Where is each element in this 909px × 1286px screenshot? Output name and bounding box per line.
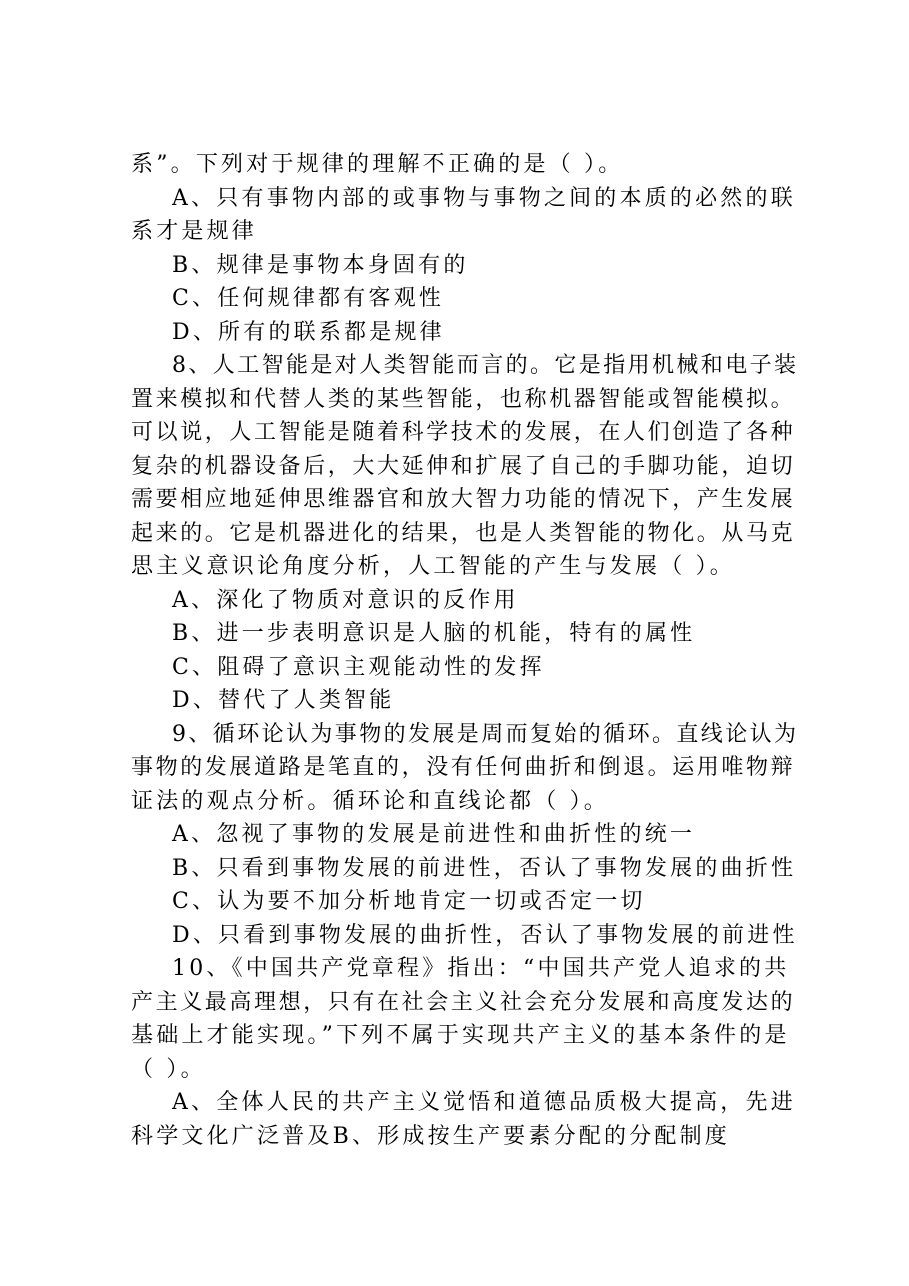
option-c: C、阻碍了意识主观能动性的发挥 bbox=[172, 654, 545, 680]
option-d: D、替代了人类智能 bbox=[172, 688, 395, 713]
text-line: 系才是规律 bbox=[131, 219, 258, 244]
option-c: C、任何规律都有客观性 bbox=[172, 286, 445, 311]
option-b: B、进一步表明意识是人脑的机能，特有的属性 bbox=[172, 621, 696, 646]
option-a: A、忽视了事物的发展是前进性和曲折性的统一 bbox=[172, 822, 696, 847]
text-line: （ ）。 bbox=[131, 1056, 206, 1082]
question-10: 10、《中国共产党章程》指出：“中国共产党人追求的共 bbox=[172, 956, 790, 981]
text-line: 系”。下列对于规律的理解不正确的是（ ）。 bbox=[131, 152, 624, 177]
option-d: D、所有的联系都是规律 bbox=[172, 319, 445, 345]
question-8: 8、人工智能是对人类智能而言的。它是指用机械和电子装 bbox=[172, 353, 799, 378]
text-line: 证法的观点分析。循环论和直线论都（ ）。 bbox=[131, 788, 609, 814]
document-page bbox=[131, 148, 799, 1153]
text-line: 置来模拟和代替人类的某些智能，也称机器智能或智能模拟。 bbox=[131, 386, 796, 412]
question-9: 9、循环论认为事物的发展是周而复始的循环。直线论认为 bbox=[172, 721, 799, 747]
text-line: 起来的。它是机器进化的结果，也是人类智能的物化。从马克 bbox=[131, 520, 796, 546]
option-a: A、全体人民的共产主义觉悟和道德品质极大提高，先进 bbox=[172, 1090, 796, 1115]
option-c: C、认为要不加分析地肯定一切或否定一切 bbox=[172, 889, 646, 914]
text-line: 需要相应地延伸思维器官和放大智力功能的情况下，产生发展 bbox=[131, 487, 796, 512]
text-line: 事物的发展道路是笔直的，没有任何曲折和倒退。运用唯物辩 bbox=[131, 755, 796, 780]
option-b: B、只看到事物发展的前进性，否认了事物发展的曲折性 bbox=[172, 855, 797, 881]
text-line: 产主义最高理想，只有在社会主义社会充分发展和高度发达的 bbox=[131, 989, 796, 1015]
text-line: 基础上才能实现。”下列不属于实现共产主义的基本条件的是 bbox=[131, 1023, 790, 1048]
option-d: D、只看到事物发展的曲折性，否认了事物发展的前进性 bbox=[172, 922, 798, 948]
option-a: A、深化了物质对意识的反作用 bbox=[172, 587, 519, 613]
text-line: 可以说，人工智能是随着科学技术的发展，在人们创造了各种 bbox=[131, 420, 796, 445]
option-b: B、规律是事物本身固有的 bbox=[172, 252, 469, 278]
text-line: 思主义意识论角度分析，人工智能的产生与发展（ ）。 bbox=[131, 554, 735, 579]
text-line: 复杂的机器设备后，大大延伸和扩展了自己的手脚功能，迫切 bbox=[131, 453, 796, 479]
text-line: 科学文化广泛普及B、形成按生产要素分配的分配制度 bbox=[131, 1123, 730, 1149]
option-a: A、只有事物内部的或事物与事物之间的本质的必然的联 bbox=[172, 185, 796, 211]
